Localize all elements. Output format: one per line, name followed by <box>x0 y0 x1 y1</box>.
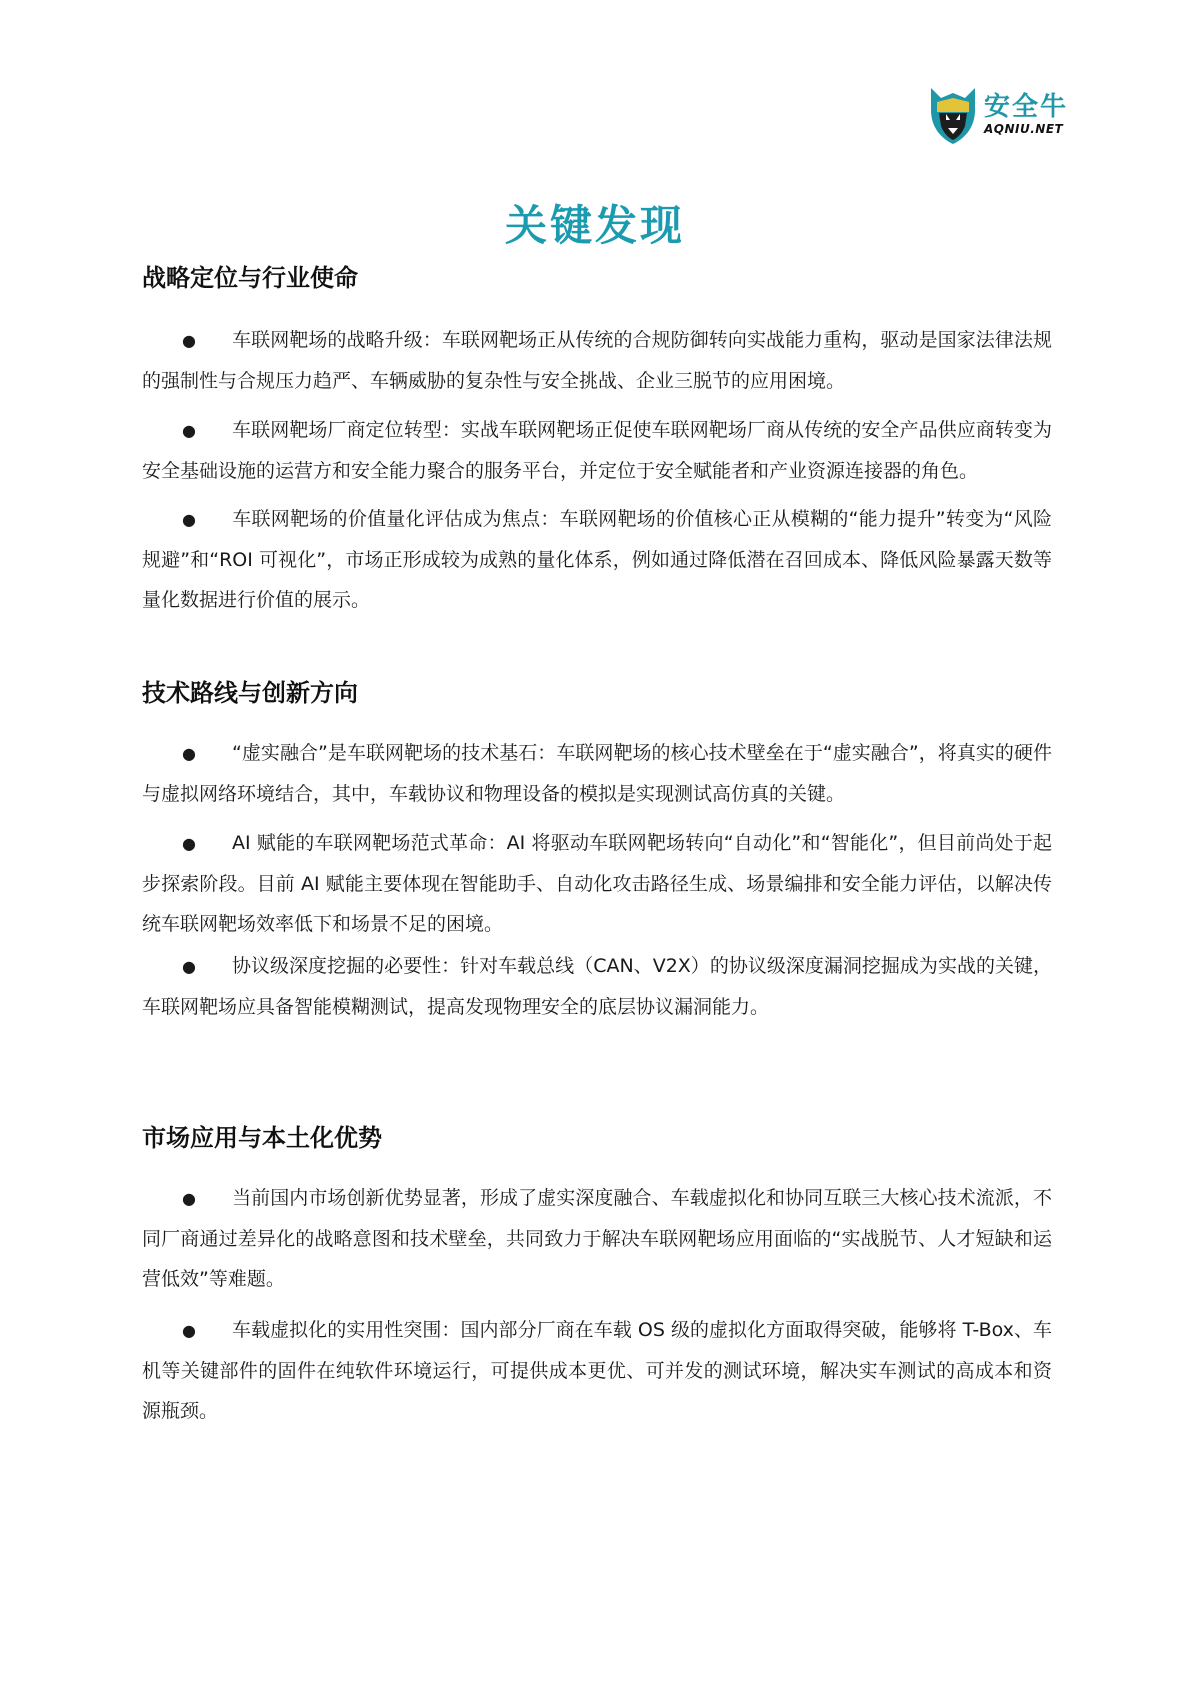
bullet-icon: ● <box>182 957 196 976</box>
bullet-icon: ● <box>182 834 196 853</box>
list-item <box>142 410 1052 491</box>
list-item-text: 协议级深度挖掘的必要性：针对车载总线（CAN、V2X）的协议级深度漏洞挖掘成为实战的关键，车联网靶场应具备智能模糊测试，提高发现物理安全的底层协议漏洞能力。 <box>142 955 1052 1018</box>
list-item-text: 车联网靶场的价值量化评估成为焦点：车联网靶场的价值核心正从模糊的“能力提升”转变为“风险规避”和“ROI 可视化”，市场正形成较为成熟的量化体系，例如通过降低潜在召回成本、降低风险暴露天数等量化数据进行价值的展示。 <box>142 508 1052 611</box>
list-item-text: 车联网靶场的战略升级：车联网靶场正从传统的合规防御转向实战能力重构，驱动是国家法律法规的强制性与合规压力趋严、车辆威胁的复杂性与安全挑战、企业三脱节的应用困境。 <box>142 329 1052 392</box>
bullet-icon: ● <box>182 421 196 440</box>
brand-logo <box>928 84 1069 146</box>
list-item <box>142 823 1052 944</box>
logo-text-cn: 安全牛 <box>984 92 1069 122</box>
list-item-text: 车联网靶场厂商定位转型：实战车联网靶场正促使车联网靶场厂商从传统的安全产品供应商转变为安全基础设施的运营方和安全能力聚合的服务平台，并定位于安全赋能者和产业资源连接器的角色。 <box>142 419 1052 482</box>
section-heading: 技术路线与创新方向 <box>142 679 358 707</box>
bullet-icon: ● <box>182 744 196 763</box>
bull-shield-icon <box>928 84 978 146</box>
page-title: 关键发现 <box>504 201 685 250</box>
list-item <box>142 733 1052 814</box>
list-item <box>142 1310 1052 1431</box>
bullet-icon: ● <box>182 510 196 529</box>
list-item-text: “虚实融合”是车联网靶场的技术基石：车联网靶场的核心技术壁垒在于“虚实融合”，将真实的硬件与虚拟网络环境结合，其中，车载协议和物理设备的模拟是实现测试高仿真的关键。 <box>142 742 1052 805</box>
list-item <box>142 499 1052 620</box>
bullet-icon: ● <box>182 331 196 350</box>
section-heading: 战略定位与行业使命 <box>142 264 358 292</box>
bullet-icon: ● <box>182 1189 196 1208</box>
list-item <box>142 1178 1052 1299</box>
list-item <box>142 946 1052 1027</box>
logo-text-en: AQNIU.NET <box>984 122 1064 136</box>
list-item-text: 车载虚拟化的实用性突围：国内部分厂商在车载 OS 级的虚拟化方面取得突破，能够将 T-Box、车机等关键部件的固件在纯软件环境运行，可提供成本更优、可并发的测试环境，解决实车测试的高成本和资源瓶颈。 <box>142 1319 1052 1422</box>
list-item-text: AI 赋能的车联网靶场范式革命：AI 将驱动车联网靶场转向“自动化”和“智能化”，但目前尚处于起步探索阶段。目前 AI 赋能主要体现在智能助手、自动化攻击路径生成、场景编排和安全能力评估，以解决传统车联网靶场效率低下和场景不足的困境。 <box>142 832 1052 935</box>
bullet-icon: ● <box>182 1321 196 1340</box>
list-item <box>142 320 1052 401</box>
section-heading: 市场应用与本土化优势 <box>142 1124 382 1152</box>
list-item-text: 当前国内市场创新优势显著，形成了虚实深度融合、车载虚拟化和协同互联三大核心技术流派，不同厂商通过差异化的战略意图和技术壁垒，共同致力于解决车联网靶场应用面临的“实战脱节、人才短缺和运营低效”等难题。 <box>142 1187 1052 1290</box>
